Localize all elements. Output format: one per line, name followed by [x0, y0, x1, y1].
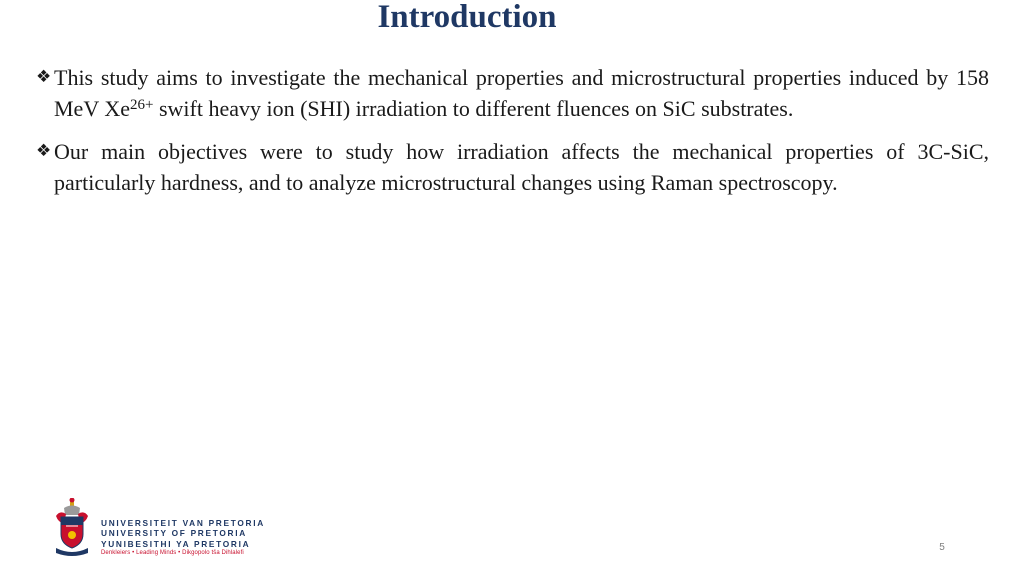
university-logo	[48, 495, 268, 561]
superscript-charge: 26+	[129, 97, 154, 113]
university-crest-icon	[52, 498, 92, 558]
bullet-list	[36, 62, 989, 210]
page-number: 5	[939, 542, 945, 553]
university-name-block	[101, 518, 265, 556]
bullet-text	[54, 65, 989, 121]
slide-title: Introduction	[377, 0, 557, 35]
university-motto: Denkleiers • Leading Minds • Dikgopolo tša Dihlalefi	[101, 550, 244, 557]
bullet-item	[36, 136, 989, 198]
university-name-afrikaans: UNIVERSITEIT VAN PRETORIA	[101, 518, 265, 528]
bullet-item	[36, 62, 989, 124]
diamond-bullet-icon: ❖	[36, 67, 52, 87]
bullet-text-part: This study aims to investigate the mechanical properties and microstructural properties induced by 158 MeV Xe	[54, 65, 989, 121]
university-name-sepedi: YUNIBESITHI YA PRETORIA	[101, 538, 251, 549]
bullet-text: Our main objectives were to study how irradiation affects the mechanical properties of 3C-SiC, particularly hardness, and to analyze microstructural changes using Raman spectroscopy.	[54, 139, 989, 195]
diamond-bullet-icon: ❖	[36, 141, 52, 161]
university-name-english: UNIVERSITY OF PRETORIA	[101, 528, 247, 539]
bullet-text-part: swift heavy ion (SHI) irradiation to different fluences on SiC substrates.	[153, 96, 794, 121]
